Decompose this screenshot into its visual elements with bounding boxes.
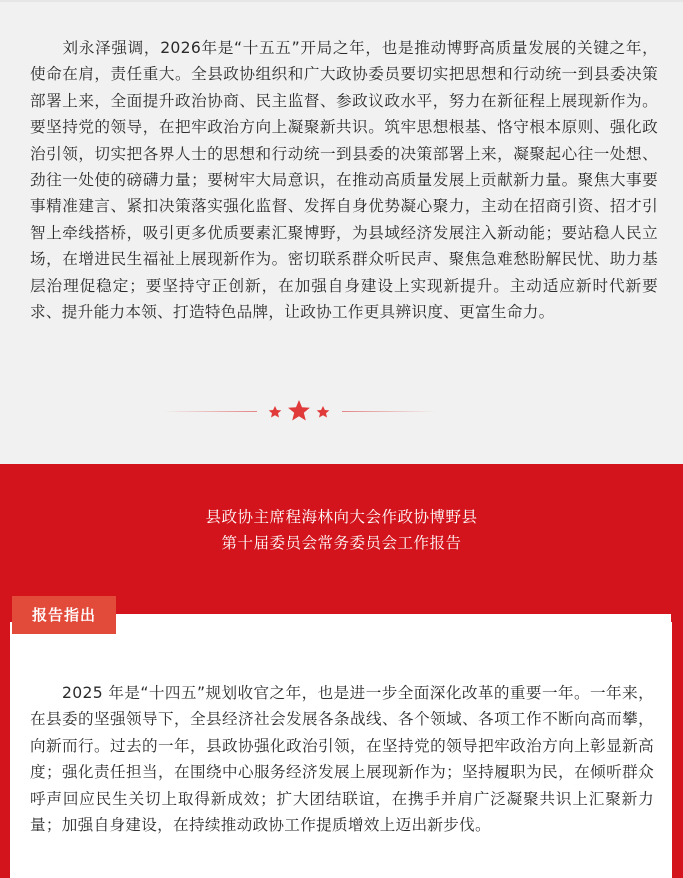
- star-large-center-icon: [288, 400, 310, 421]
- section-title-line-1: 县政协主席程海林向大会作政协博野县: [205, 508, 478, 526]
- report-paragraph: 2025 年是“十四五”规划收官之年，也是进一步全面深化改革的重要一年。一年来，在县委的坚强领导下，全县经济社会发展各条战线、各个领域、各项工作不断向高而攀，向新而行。过去的一年，县政协强化政治引领，在坚持党的领导把牢政治方向上彰显新高度；强化责任担当，在围绕中心服务经济发展上展现新作为；坚持履职为民，在倾听群众呼声回应民生关切上取得新成效；扩大团结联谊，在携手并肩广泛凝聚共识上汇聚新力量；加强自身建设，在持续推动政协工作提质增效上迈出新步伐。: [30, 684, 654, 835]
- report-tag: 报告指出: [12, 596, 116, 634]
- section-title: [0, 504, 683, 556]
- three-stars-icon: [263, 398, 336, 424]
- star-divider: [163, 398, 436, 424]
- article-paragraph: 刘永泽强调，2026年是“十五五”开局之年，也是推动博野高质量发展的关键之年，使命在肩，责任重大。全县政协组织和广大政协委员要切实把思想和行动统一到县委决策部署上来，全面提升政治协商、民主监督、参政议政水平，努力在新征程上展现新作为。要坚持党的领导，在把牢政治方向上凝聚新共识。筑牢思想根基、恪守根本原则、强化政治引领，切实把各界人士的思想和行动统一到县委的决策部署上来，凝聚起心往一处想、劲往一处使的磅礴力量；要树牢大局意识，在推动高质量发展上贡献新力量。聚焦大事要事精准建言、紧扣决策落实强化监督、发挥自身优势凝心聚力，主动在招商引资、招才引智上牵线搭桥，吸引更多优质要素汇聚博野，为县域经济发展注入新动能；要站稳人民立场，在增进民生福祉上展现新作为。密切联系群众听民声、聚焦急难愁盼解民忧、助力基层治理促稳定；要坚持守正创新，在加强自身建设上实现新提升。主动适应新时代新要求、提升能力本领、打造特色品牌，让政协工作更具辨识度、更富生命力。: [30, 39, 658, 322]
- divider-line-left: [163, 411, 257, 412]
- star-small-right-icon: [317, 406, 330, 418]
- star-small-left-icon: [269, 406, 282, 418]
- section-title-line-2: 第十届委员会常务委员会工作报告: [221, 534, 462, 552]
- divider-line-right: [342, 411, 436, 412]
- frame-right-edge: [671, 614, 683, 878]
- top-rule: [0, 0, 683, 2]
